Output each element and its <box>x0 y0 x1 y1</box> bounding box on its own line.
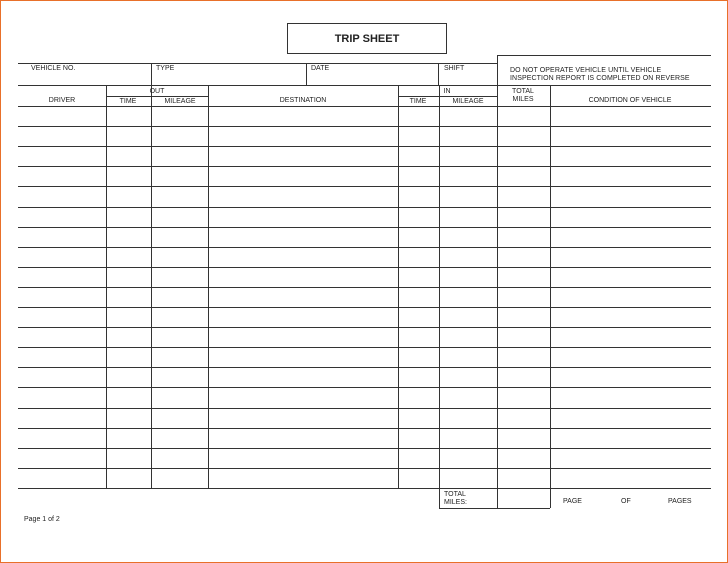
date-label: DATE <box>311 65 330 72</box>
totals-divider <box>439 488 440 508</box>
shift-label: SHIFT <box>444 65 465 72</box>
table-row-rule <box>18 367 711 368</box>
total-miles-header-line-2: MILES <box>512 96 534 103</box>
table-column-rule <box>106 85 107 488</box>
table-row-rule <box>18 408 711 409</box>
table-row-rule <box>18 428 711 429</box>
condition-column-header: CONDITION OF VEHICLE <box>588 97 672 104</box>
table-row-rule <box>18 166 711 167</box>
of-label: OF <box>621 498 631 505</box>
table-column-rule <box>497 85 498 488</box>
total-miles-footer-line-1: TOTAL <box>444 491 466 498</box>
table-row-rule <box>18 307 711 308</box>
table-row-rule <box>18 186 711 187</box>
table-column-rule <box>208 85 209 488</box>
header-divider <box>306 63 307 85</box>
table-row-rule <box>18 227 711 228</box>
in-time-header: TIME <box>409 98 427 105</box>
out-group-header: OUT <box>149 88 165 95</box>
table-row-rule <box>18 387 711 388</box>
header-divider <box>151 63 152 85</box>
table-row-rule <box>18 126 711 127</box>
destination-column-header: DESTINATION <box>279 97 327 104</box>
table-row-rule <box>18 106 711 107</box>
header-divider <box>438 63 439 85</box>
in-subheader-rule <box>398 96 497 97</box>
table-row-rule <box>18 287 711 288</box>
table-column-rule <box>439 85 440 488</box>
table-row-rule <box>18 247 711 248</box>
total-miles-footer-line-2: MILES: <box>444 499 467 506</box>
total-miles-header-line-1: TOTAL <box>512 88 534 95</box>
table-column-rule <box>398 85 399 488</box>
in-group-header: IN <box>443 88 451 95</box>
table-row-rule <box>18 327 711 328</box>
form-title <box>287 23 447 54</box>
table-column-rule <box>550 85 551 488</box>
vehicle-no-label: VEHICLE NO. <box>31 65 76 72</box>
out-subheader-rule <box>106 96 208 97</box>
totals-bottom-rule <box>439 508 550 509</box>
table-row-rule <box>18 488 711 489</box>
page-label: PAGE <box>563 498 582 505</box>
inspection-notice <box>497 55 711 86</box>
table-row-rule <box>18 468 711 469</box>
table-row-rule <box>18 267 711 268</box>
notice-line-2: INSPECTION REPORT IS COMPLETED ON REVERSE <box>510 75 690 82</box>
driver-column-header: DRIVER <box>48 97 76 104</box>
table-row-rule <box>18 207 711 208</box>
pages-label: PAGES <box>668 498 692 505</box>
header-top-rule <box>18 63 497 64</box>
notice-line-1: DO NOT OPERATE VEHICLE UNTIL VEHICLE <box>510 67 662 74</box>
form-title-text: TRIP SHEET <box>334 32 400 45</box>
table-row-rule <box>18 448 711 449</box>
table-row-rule <box>18 146 711 147</box>
table-column-rule <box>151 85 152 488</box>
out-time-header: TIME <box>119 98 137 105</box>
totals-divider <box>550 488 551 508</box>
totals-divider <box>497 488 498 508</box>
type-label: TYPE <box>156 65 175 72</box>
out-mileage-header: MILEAGE <box>164 98 196 105</box>
in-mileage-header: MILEAGE <box>452 98 484 105</box>
header-rule <box>18 85 711 86</box>
page-footer: Page 1 of 2 <box>24 516 60 523</box>
table-row-rule <box>18 347 711 348</box>
